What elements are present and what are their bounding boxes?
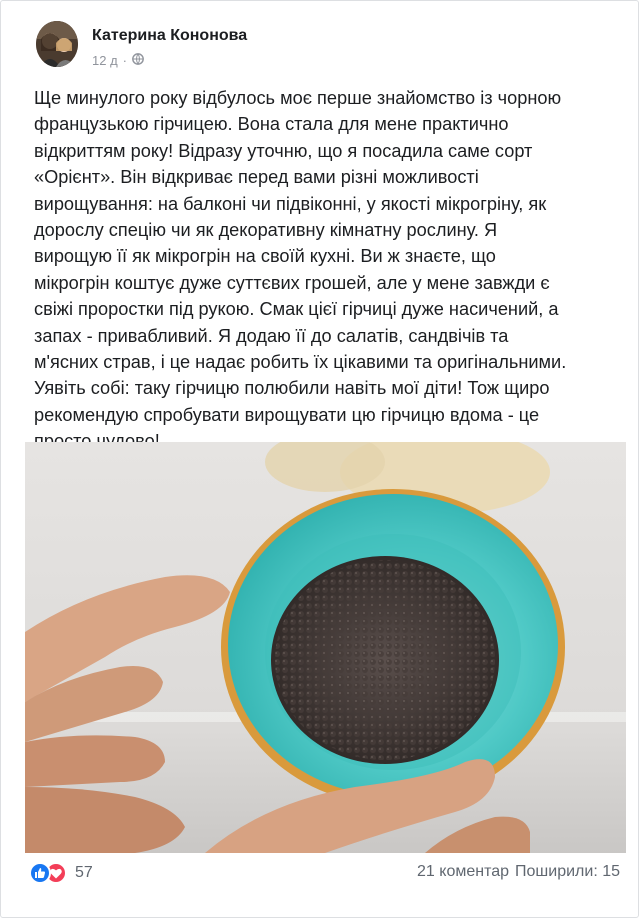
avatar-image [36,21,78,67]
post-text-line: Ще минулого року відбулось моє перше знайомство із чорною [34,88,562,108]
post-time[interactable]: 12 д [92,53,118,68]
post-text-line: м'ясних страв, і це надає робить їх цікавими та оригінальними. [34,352,567,373]
reaction-count: 57 [75,864,93,881]
comments-count[interactable]: 21 коментар [417,863,510,880]
post-text-line: дорослу спецію чи як декоративну кімнатну рослину. Я [34,220,498,241]
post-text [34,85,616,455]
post-text-line: вирощую її як мікрогрін на своїй кухні. Ви ж знаєте, що [34,246,496,267]
shares-count[interactable]: Поширили: 15 [515,863,620,880]
mustard-seeds-bowl-image [25,442,626,853]
author-name[interactable]: Катерина Кононова [92,27,248,44]
post-stats [417,863,620,881]
post-text-line: свіжі проростки під рукою. Смак цієї гірчиці дуже насичений, а [34,299,559,320]
post-footer [25,859,620,887]
post-text-line: французькою гірчицею. Вона стала для мене практично [34,114,509,135]
meta-separator: · [122,53,128,68]
like-icon [29,862,51,884]
post-meta [92,53,144,68]
post-text-line: рекомендую спробувати вирощувати цю гірчицю вдома - це [34,404,540,425]
globe-icon[interactable] [132,53,144,68]
avatar[interactable] [36,21,78,67]
post-text-line: мікрогрін коштує дуже суттєвих грошей, але у мене завжди є [34,272,550,293]
post-photo[interactable] [25,442,626,853]
post-text-line: запах - привабливий. Я додаю її до салатів, сандвічів та [34,325,509,346]
post-text-line: «Орієнт». Він відкриває перед вами різні можливості [34,167,479,188]
post-text-line: вирощування: на балконі чи підвіконні, у якості мікрогріну, як [34,193,547,214]
post-text-line: Уявіть собі: таку гірчицю полюбили навіть мої діти! Тож щиро [34,378,550,399]
reactions-summary[interactable] [29,862,93,884]
post-text-line: відкриттям року! Відразу уточню, що я посадила саме сорт [34,140,533,161]
